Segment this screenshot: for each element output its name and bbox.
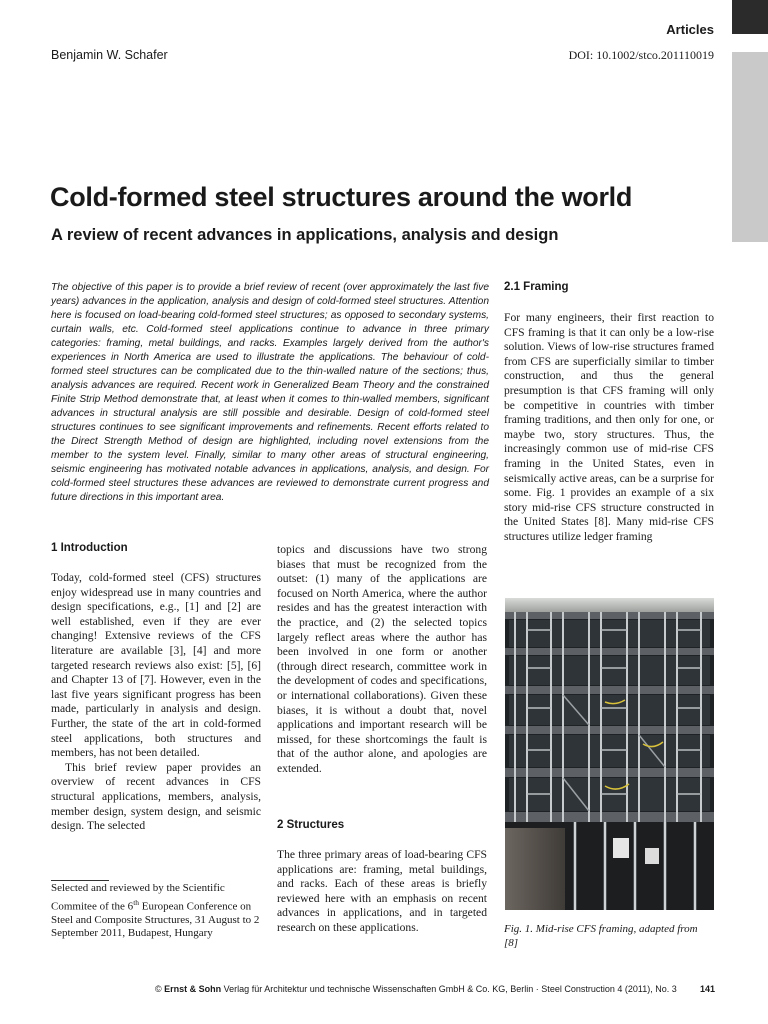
section-tab-grey [732,52,768,242]
running-head-author: Benjamin W. Schafer [51,48,168,62]
section-label: Articles [666,22,714,37]
abstract: The objective of this paper is to provide a brief review of recent (over approximately the last five years) advances in the application, analysis and design of cold-formed steel structures. Attention here is focused on load-bearing cold-formed steel structures; as opposed to secondary systems, curtain walls, etc. Cold-formed steel applications continue to advance in three primary categories: framing, metal buildings, and racks. Examples largely derived from the author's experiences in North America are used to illustrate the applications. The behaviour of cold-formed steel structures can be complicated due to the thin-walled nature of the sections; thus, analysis advances are required. Recent work in Generalized Beam Theory and the constrained Finite Strip Method demonstrate that, at least when it comes to thin-walled members, significant advances in structural analysis are still possible and desirable. Design of cold-formed steel structures continues to see significant improvements and refinements. Recent efforts related to the Direct Strength Method of design are highlighted, including novel extensions from the member to the system level. Finally, similar to many other areas of structural engineering, seismic engineering has motivated notable advances in applications, analysis, and design. For cold-formed steel structures these advances are reviewed to demonstrate current progress and future directions in this important area. [51,282,489,503]
page-number: 141 [700,984,716,994]
footnote-text-2: European Conference on Steel and Composite Structures, 31 August to 2 September 2011, Budapest, Hungary [51,900,260,940]
column-left [51,571,261,834]
structures-text [277,848,487,936]
footnote-superscript: th [133,897,140,907]
intro-paragraph-2: This brief review paper provides an overview of recent advances in CFS structural applications, members, analysis, member design, system design, and seismic design. The selected [51,760,261,833]
figure-caption: Fig. 1. Mid-rise CFS framing, adapted from [8] [504,923,698,949]
footnote-text-1: Selected and reviewed by the Scientific Commitee of the 6 [51,882,225,913]
figure-1-photo [505,598,714,910]
footnote-rule [51,880,109,881]
footnote [51,882,261,941]
column-right [504,311,714,545]
footer-line [155,984,677,994]
cfs-framing-photo [505,598,714,910]
intro-paragraph-1: Today, cold-formed steel (CFS) structures enjoy widespread use in many countries and design specifications, e.g., [1] and [2] are well established, even if they are ever changing! Extensive reviews of the CFS literature are available [3], [4] and more targeted research reviews also exist: [5], [6] and Chapter 13 of [7]. However, even in the last five years significant progress has been made, particularly in analysis and design. Further, the state of the art in cold-formed steel applications, both structures and members, has not been detailed. [51,571,261,760]
column-middle [277,543,487,777]
section-tab-dark [732,0,768,34]
article-title: Cold-formed steel structures around the world [50,182,633,212]
footer-publisher: Ernst & Sohn [164,984,222,994]
intro-continued: topics and discussions have two strong biases that must be recognized from the outset: (1) many of the applications are focused on North America, where the author resides and has the greatest interaction with the practice, and (2) the selected topics largely reflect areas where the author has been involved in one form or another (through direct research, committee work in the development of codes and specifications, or international collaborations). Given these biases, it is without a doubt that, novel applications and important research will be missed, for these shortcomings the fault is that of the author alone, and apologies are extended. [277,543,487,775]
doi[interactable]: DOI: 10.1002/stco.201110019 [568,48,714,62]
article-subtitle: A review of recent advances in applications, analysis and design [51,226,559,244]
heading-introduction: 1 Introduction [51,542,128,554]
footer-copyright: © [155,984,162,994]
heading-framing: 2.1 Framing [504,281,569,293]
heading-structures: 2 Structures [277,819,345,831]
structures-paragraph: The three primary areas of load-bearing CFS applications are: framing, metal buildings, and racks. Each of these areas is briefly reviewed here with an emphasis on recent advances in applications, and in targeted research on these applications. [277,848,487,934]
framing-paragraph: For many engineers, their first reaction to CFS framing is that it can only be a low-rise solution. Views of low-rise structures framed from CFS are superficially similar to timber construction, and thus the general presumption is that CFS framing will only be competitive in countries with timber framing traditions, and then only for one, or maybe two, story structures. Thus, the increasingly common use of mid-rise CFS framing in the United States, even in seismically active areas, can be a surprise for some. Fig. 1 provides an example of a six story mid-rise CFS structure constructed in the United States [8]. Many mid-rise CFS structures utilize ledger framing [504,311,714,543]
footer-rest: Verlag für Architektur und technische Wissenschaften GmbH & Co. KG, Berlin · Steel Construction 4 (2011), No. 3 [221,984,677,994]
